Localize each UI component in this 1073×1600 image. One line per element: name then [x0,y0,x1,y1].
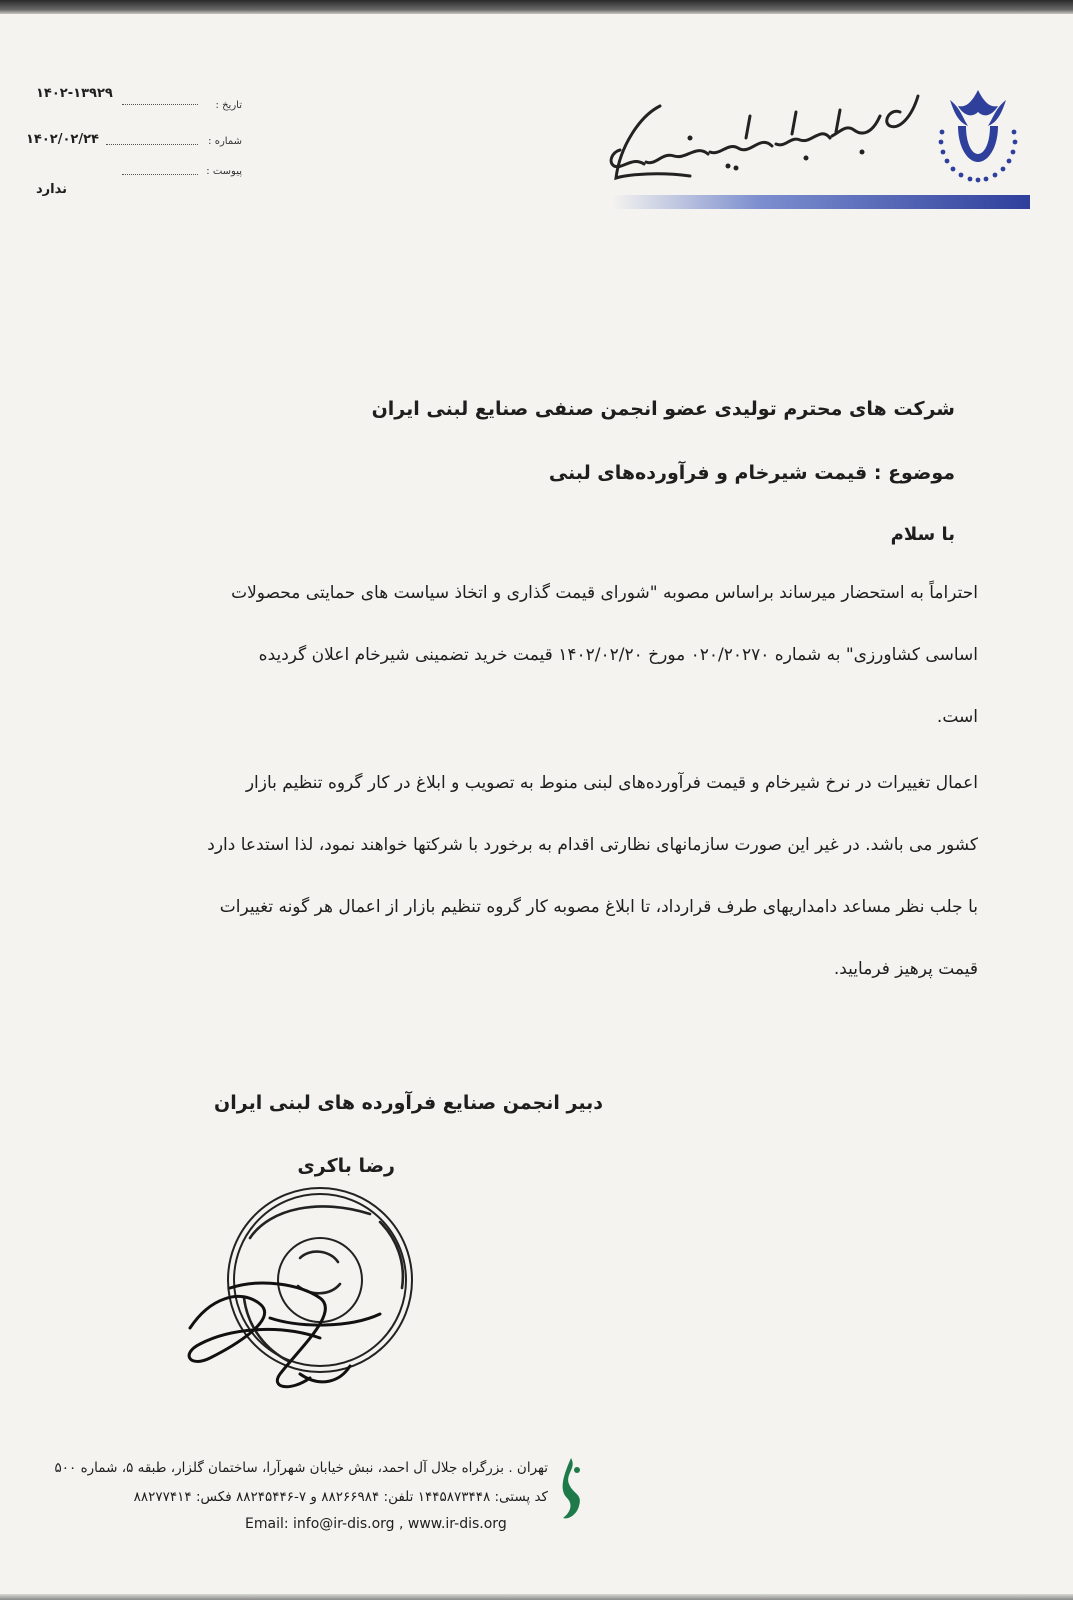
date-label: تاریخ : [215,100,242,111]
paragraph-2-line: اعمال تغییرات در نرخ شیرخام و قیمت فرآورده‌های لبنی منوط به تصویب و ابلاغ در کار گروه تنظیم بازار [245,773,978,793]
number-dots [106,144,198,145]
scan-top-edge [0,0,1073,14]
date-dots [122,104,198,105]
greeting: با سلام [890,524,955,545]
official-stamp-with-signature [170,1178,430,1408]
scan-bottom-edge [0,1594,1073,1600]
subject: موضوع : قیمت شیرخام و فرآورده‌های لبنی [548,462,955,484]
attachment-value: ندارد [36,182,68,197]
letterhead-color-bar [612,195,1030,209]
paragraph-2-line: قیمت پرهیز فرمایید. [833,959,978,979]
paragraph-2-line: با جلب نظر مساعد دامداریهای طرف قرارداد، تا ابلاغ مصوبه کار گروه تنظیم بازار از اعمال هر گونه تغییرات [219,897,978,917]
attachment-label: پیوست : [206,166,242,177]
date-row [22,86,242,111]
addressee: شرکت های محترم تولیدی عضو انجمن صنفی صنایع لبنی ایران [371,398,955,420]
attachment-row [22,162,242,182]
number-row [22,132,242,152]
association-calligraphy-logo [600,86,930,190]
footer-address: تهران . بزرگراه جلال آل احمد، نبش خیابان شهرآرا، ساختمان گلزار، طبقه ۵، شماره ۵۰۰ [54,1460,548,1476]
number-value: ۱۴۰۲/۰۲/۲۴ [26,132,99,147]
footer-contact: Email: info@ir-dis.org , www.ir-dis.org [245,1516,507,1532]
paragraph-1 [98,578,978,764]
paragraph-2 [98,768,978,1016]
paragraph-1-line: است. [936,707,978,727]
paragraph-2-line: کشور می باشد. در غیر این صورت سازمانهای نظارتی اقدام به برخورد با شرکتها خواهند نمود، لذا استدعا دارد [207,835,978,855]
signatory-title: دبیر انجمن صنایع فرآورده های لبنی ایران [214,1092,603,1114]
attachment-dots [122,174,198,175]
association-logo-icon [928,82,1028,190]
signatory-name: رضا باکری [297,1155,395,1177]
number-label: شماره : [208,136,242,147]
paragraph-1-line: اساسی کشاورزی" به شماره ۰۲۰/۲۰۲۷۰ مورخ ۱۴۰۲/۰۲/۲۰ قیمت خرید تضمینی شیرخام اعلان گردیده [258,645,978,665]
attachment-value-row [22,182,242,202]
paragraph-1-line: احتراماً به استحضار میرساند براساس مصوبه "شورای قیمت گذاری و اتخاذ سیاست های حمایتی محصولات [231,583,978,603]
date-value: ۱۴۰۲-۱۳۹۲۹ [36,86,113,101]
footer-phones: کد پستی: ۱۴۴۵۸۷۳۴۴۸ تلفن: ۸۸۲۶۶۹۸۴ و ۷-۸۸۲۴۵۴۴۶ فکس: ۸۸۲۷۷۴۱۴ [133,1489,548,1505]
footer-logo-icon [555,1454,585,1524]
